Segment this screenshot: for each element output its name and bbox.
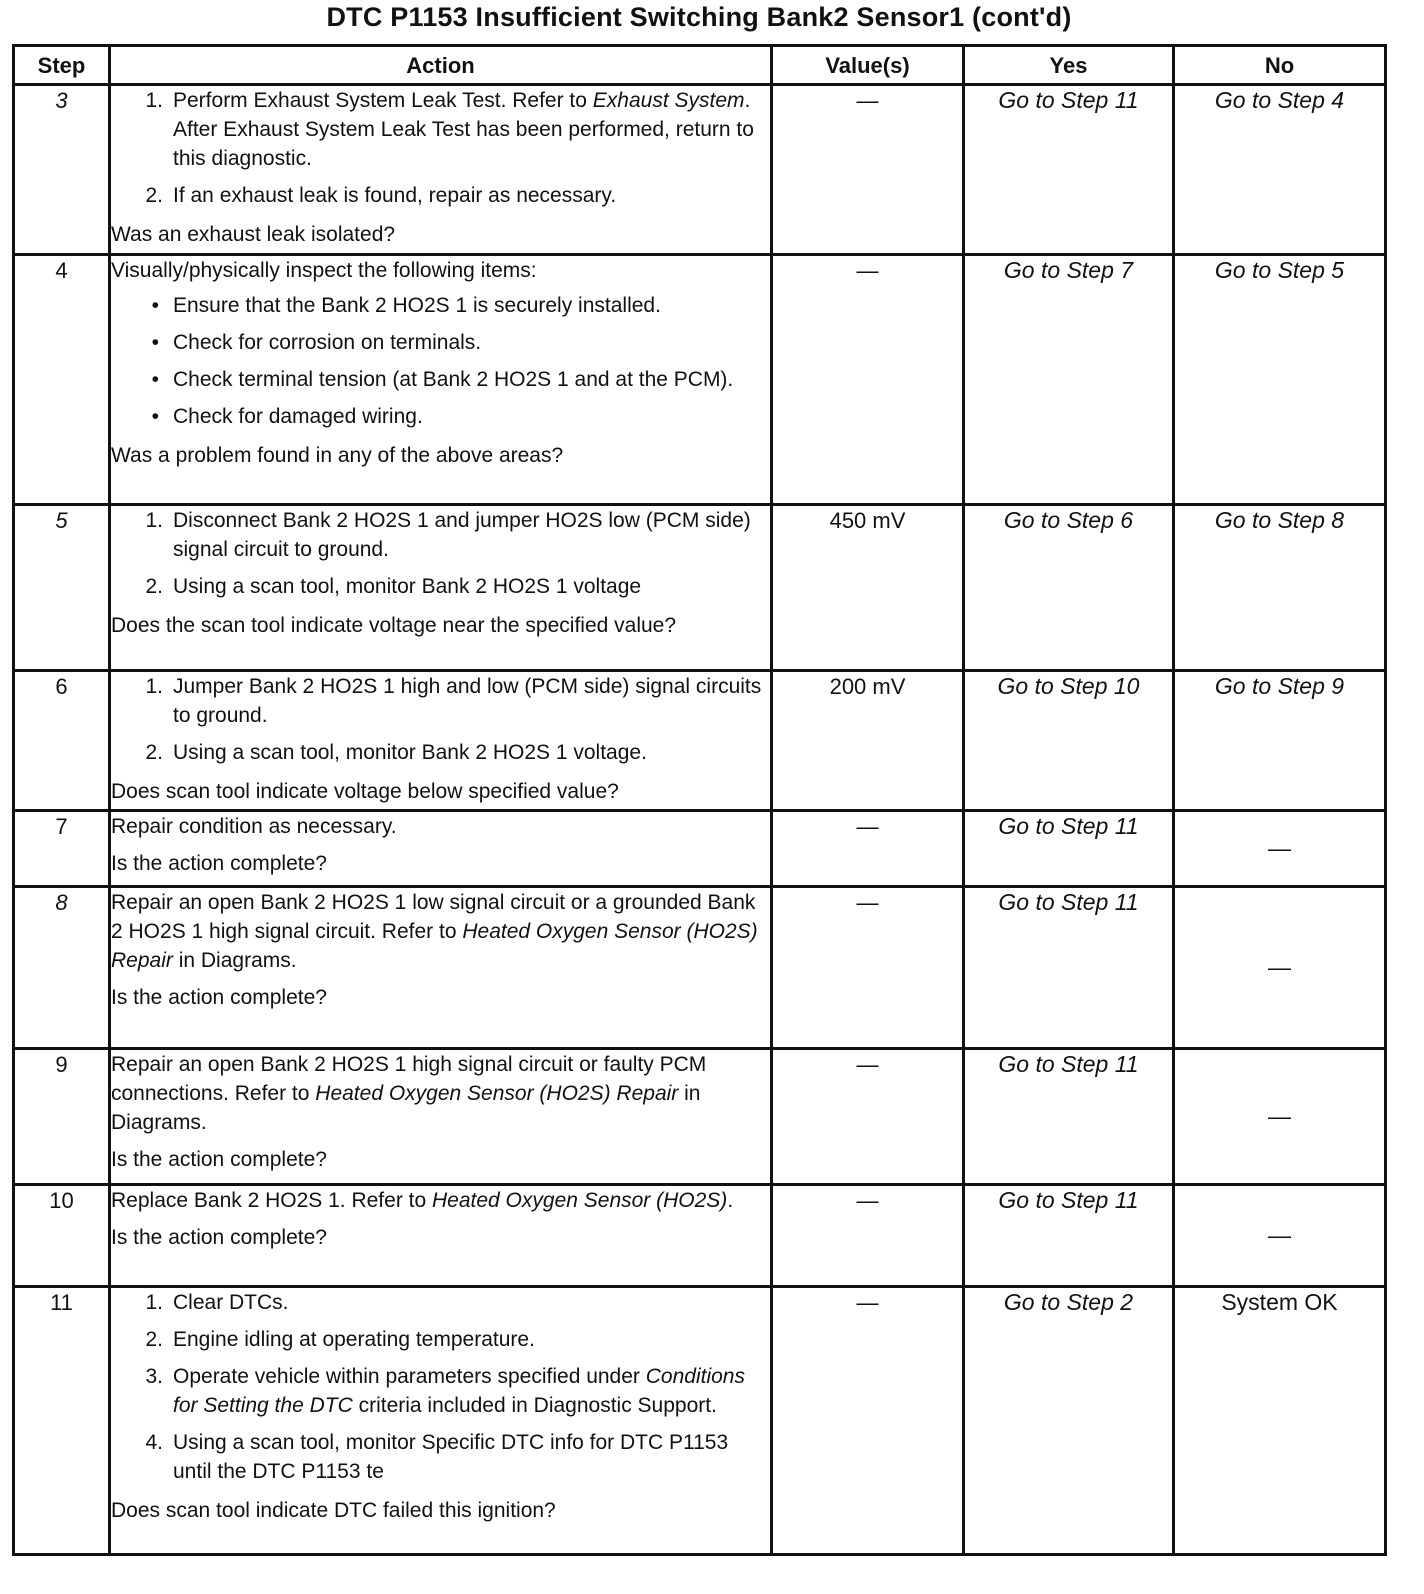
list-marker: 1. (145, 509, 163, 532)
table-row (14, 887, 1386, 1049)
table-row (14, 255, 1386, 505)
list-marker: 1. (145, 675, 163, 698)
yes-cell: Go to Step 10 (964, 671, 1174, 811)
action-text: Using a scan tool, monitor Specific DTC info for DTC P1153 until the DTC P1153 te (173, 1431, 729, 1483)
action-cell (110, 1049, 772, 1185)
diagnostic-table (12, 44, 1387, 1556)
list-marker: 4. (145, 1431, 163, 1454)
list-marker: 1. (145, 89, 163, 112)
value-text: — (856, 1290, 879, 1315)
page-title: DTC P1153 Insufficient Switching Bank2 Sensor1 (cont'd) (326, 2, 1072, 32)
question-text: Is the action complete? (111, 852, 327, 875)
table-row (14, 1049, 1386, 1185)
header-no: No (1174, 46, 1386, 85)
action-text: in Diagrams. (172, 949, 297, 972)
action-cell (110, 887, 772, 1049)
list-item (111, 738, 770, 767)
list-item (111, 365, 770, 394)
question-text: Is the action complete? (111, 1226, 327, 1249)
bullet: • (151, 405, 159, 428)
action-text: in Diagrams. (111, 1082, 701, 1134)
no-cell: Go to Step 5 (1174, 255, 1386, 505)
list-marker: 3. (145, 1365, 163, 1388)
action-text: Perform Exhaust System Leak Test. Refer to (173, 89, 593, 112)
list-item (111, 402, 770, 431)
question-text: Does scan tool indicate voltage below specified value? (111, 780, 619, 803)
value-text: — (856, 814, 879, 839)
list-item (111, 328, 770, 357)
reference-text: Heated Oxygen Sensor (HO2S) Repair (111, 920, 758, 972)
yes-cell: Go to Step 6 (964, 505, 1174, 671)
list-item (111, 1288, 770, 1317)
value-text: — (856, 258, 879, 283)
yes-cell: Go to Step 11 (964, 1185, 1174, 1287)
list-item (111, 506, 770, 564)
header-step: Step (14, 46, 110, 85)
value-cell (772, 85, 964, 255)
action-text: Using a scan tool, monitor Bank 2 HO2S 1 voltage. (173, 741, 647, 764)
action-text: Using a scan tool, monitor Bank 2 HO2S 1 voltage (173, 575, 642, 598)
action-cell (110, 505, 772, 671)
list-item (111, 572, 770, 601)
bullet: • (151, 294, 159, 317)
action-cell (110, 811, 772, 887)
action-cell (110, 1287, 772, 1555)
step-number: 11 (14, 1287, 110, 1555)
value-cell (772, 1049, 964, 1185)
step-number: 5 (14, 505, 110, 671)
action-text: Repair an open Bank 2 HO2S 1 low signal circuit or a grounded Bank 2 HO2S 1 high signal circuit. Refer to (111, 891, 756, 943)
no-cell: — (1174, 887, 1386, 1049)
step-number: 7 (14, 811, 110, 887)
step-number: 9 (14, 1049, 110, 1185)
no-cell: System OK (1174, 1287, 1386, 1555)
action-paragraph (111, 888, 770, 975)
action-text: criteria included in Diagnostic Support. (352, 1394, 717, 1417)
action-paragraph (111, 1050, 770, 1137)
action-cell (110, 85, 772, 255)
step-number: 6 (14, 671, 110, 811)
value-cell (772, 505, 964, 671)
action-paragraph (111, 1186, 770, 1215)
bullet: • (151, 331, 159, 354)
action-text: . After Exhaust System Leak Test has been performed, return to this diagnostic. (173, 89, 754, 170)
table-row (14, 671, 1386, 811)
value-cell (772, 1287, 964, 1555)
value-text: — (856, 1188, 879, 1213)
list-marker: 2. (145, 184, 163, 207)
list-item (111, 181, 770, 210)
action-text: Check for corrosion on terminals. (173, 331, 482, 354)
action-text: Ensure that the Bank 2 HO2S 1 is securely installed. (173, 294, 661, 317)
value-cell (772, 255, 964, 505)
yes-cell: Go to Step 7 (964, 255, 1174, 505)
action-cell (110, 255, 772, 505)
action-cell (110, 1185, 772, 1287)
list-item (111, 291, 770, 320)
value-cell (772, 811, 964, 887)
list-item (111, 1428, 770, 1486)
step-number: 4 (14, 255, 110, 505)
no-cell: Go to Step 9 (1174, 671, 1386, 811)
question-text: Does the scan tool indicate voltage near the specified value? (111, 614, 677, 637)
yes-cell: Go to Step 2 (964, 1287, 1174, 1555)
reference-text: Heated Oxygen Sensor (HO2S) Repair (315, 1082, 679, 1105)
header-row (14, 46, 1386, 85)
reference-text: Exhaust System (592, 89, 745, 112)
no-cell: — (1174, 1185, 1386, 1287)
action-text: Clear DTCs. (173, 1291, 289, 1314)
action-text: Replace Bank 2 HO2S 1. Refer to (111, 1189, 432, 1212)
question-text: Does scan tool indicate DTC failed this ignition? (111, 1499, 556, 1522)
action-text: Repair an open Bank 2 HO2S 1 high signal circuit or faulty PCM connections. Refer to (111, 1053, 707, 1105)
action-text: Disconnect Bank 2 HO2S 1 and jumper HO2S low (PCM side) signal circuit to ground. (173, 509, 751, 561)
step-number: 10 (14, 1185, 110, 1287)
table-row (14, 505, 1386, 671)
action-text: Jumper Bank 2 HO2S 1 high and low (PCM side) signal circuits to ground. (173, 675, 762, 727)
no-cell: Go to Step 8 (1174, 505, 1386, 671)
action-intro: Visually/physically inspect the following items: (111, 259, 537, 282)
value-text: — (856, 890, 879, 915)
table-row (14, 85, 1386, 255)
question-text: Is the action complete? (111, 1148, 327, 1171)
list-item (111, 672, 770, 730)
bullet: • (151, 368, 159, 391)
reference-text: Conditions for Setting the DTC (173, 1365, 745, 1417)
table-row (14, 1185, 1386, 1287)
step-number: 8 (14, 887, 110, 1049)
table-row (14, 1287, 1386, 1555)
yes-cell: Go to Step 11 (964, 811, 1174, 887)
list-item (111, 86, 770, 173)
question-text: Was an exhaust leak isolated? (111, 223, 396, 246)
list-marker: 1. (145, 1291, 163, 1314)
no-cell: Go to Step 4 (1174, 85, 1386, 255)
value-text: — (856, 1052, 879, 1077)
action-text: If an exhaust leak is found, repair as necessary. (173, 184, 617, 207)
reference-text: Heated Oxygen Sensor (HO2S) (432, 1189, 728, 1212)
yes-cell: Go to Step 11 (964, 85, 1174, 255)
question-text: Was a problem found in any of the above areas? (111, 444, 564, 467)
yes-cell: Go to Step 11 (964, 1049, 1174, 1185)
question-text: Is the action complete? (111, 986, 327, 1009)
list-marker: 2. (145, 741, 163, 764)
no-cell: — (1174, 811, 1386, 887)
table-row (14, 811, 1386, 887)
value-text: 450 mV (829, 508, 906, 533)
value-cell (772, 671, 964, 811)
action-text: . (727, 1189, 734, 1212)
value-text: — (856, 88, 879, 113)
action-cell (110, 671, 772, 811)
value-cell (772, 1185, 964, 1287)
action-text: Repair condition as necessary. (111, 815, 397, 838)
list-marker: 2. (145, 1328, 163, 1351)
list-item (111, 1362, 770, 1420)
action-text: Check terminal tension (at Bank 2 HO2S 1 and at the PCM). (173, 368, 734, 391)
header-action: Action (110, 46, 772, 85)
list-marker: 2. (145, 575, 163, 598)
action-text: Check for damaged wiring. (173, 405, 423, 428)
header-values: Value(s) (772, 46, 964, 85)
action-text: Engine idling at operating temperature. (173, 1328, 535, 1351)
list-item (111, 1325, 770, 1354)
step-number: 3 (14, 85, 110, 255)
value-cell (772, 887, 964, 1049)
no-cell: — (1174, 1049, 1386, 1185)
yes-cell: Go to Step 11 (964, 887, 1174, 1049)
header-yes: Yes (964, 46, 1174, 85)
value-text: 200 mV (829, 674, 906, 699)
action-text: Operate vehicle within parameters specified under (173, 1365, 646, 1388)
